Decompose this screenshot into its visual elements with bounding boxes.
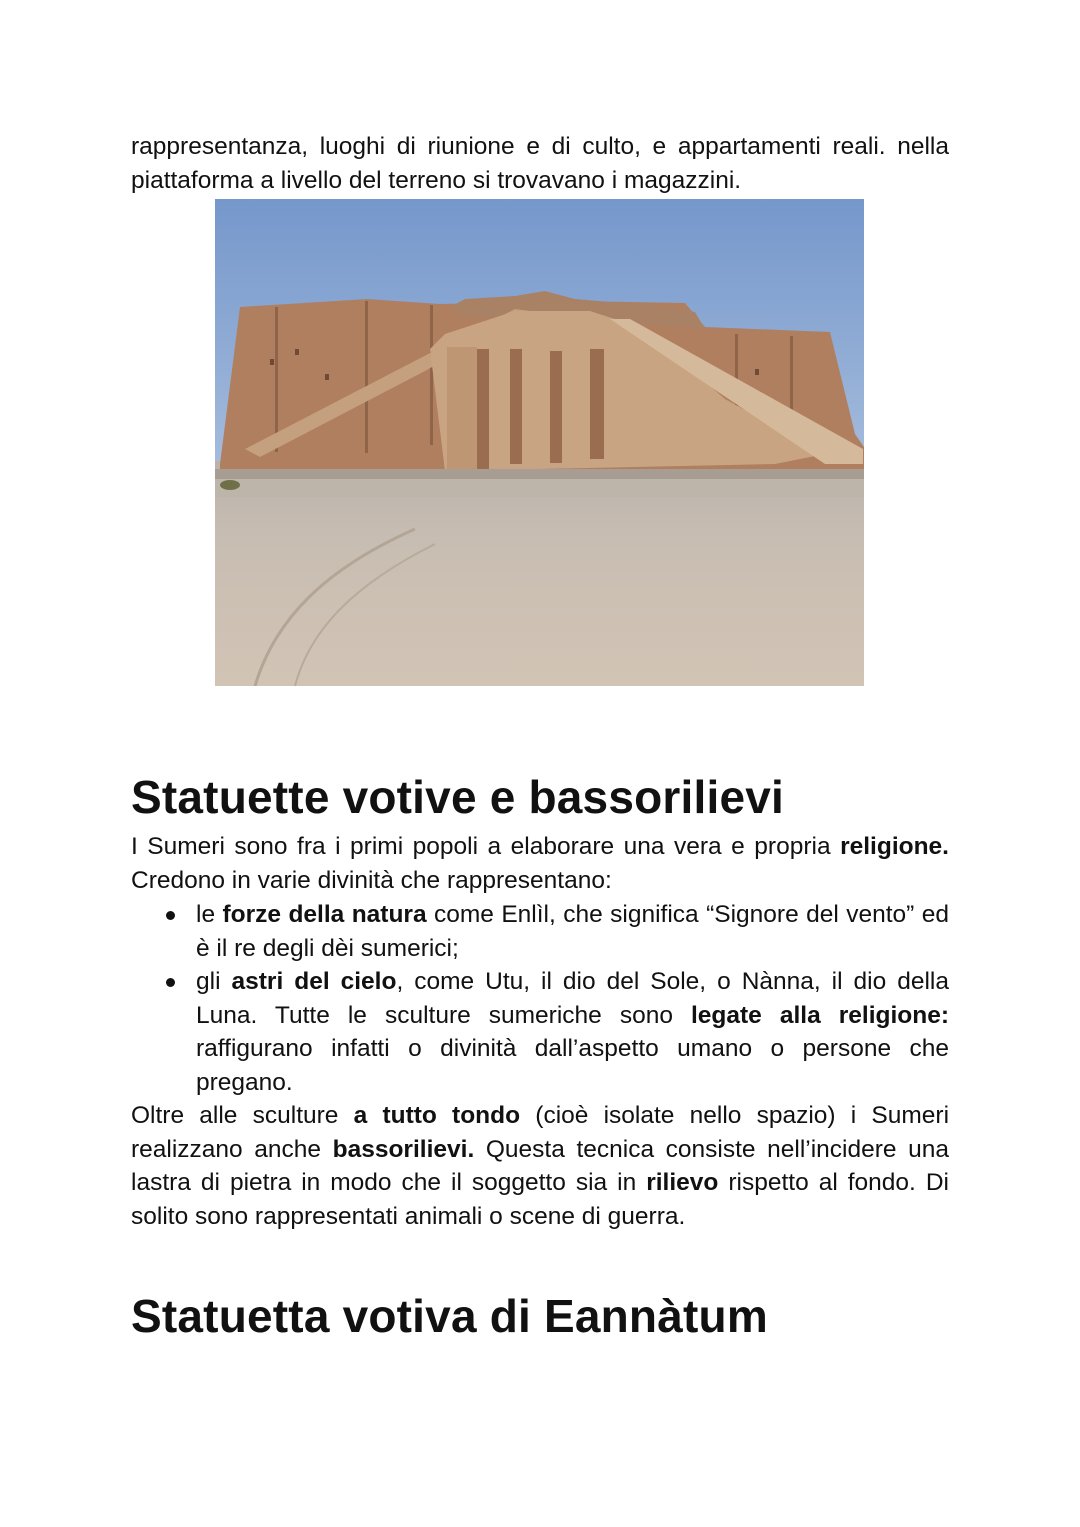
intro-paragraph: rappresentanza, luoghi di riunione e di culto, e appartamenti reali. nella piattaforma a livello del terreno si trovavano i magazzini. (131, 133, 949, 194)
ziggurat-photo (215, 199, 864, 686)
section-heading-statuette: Statuette votive e bassorilievi (131, 771, 785, 823)
section-heading-eannatum: Statuetta votiva di Eannàtum (131, 1290, 768, 1342)
deities-list (163, 898, 949, 1100)
bullet-icon (166, 911, 175, 920)
religion-paragraph: I Sumeri sono fra i primi popoli a elaborare una vera e propria religione. Credono in varie divinità che rappresentano: (131, 833, 949, 894)
list-item: gli astri del cielo, come Utu, il dio del Sole, o Nànna, il dio della Luna. Tutte le sculture sumeriche sono legate alla religione: raffigurano infatti o divinità dall’aspetto umano o persone che pregano. (163, 965, 949, 1099)
list-item: le forze della natura come Enlìl, che significa “Signore del vento” ed è il re degli dèi sumerici; (163, 898, 949, 965)
bullet-icon (166, 978, 175, 987)
sculpture-paragraph: Oltre alle sculture a tutto tondo (cioè isolate nello spazio) i Sumeri realizzano anche bassorilievi. Questa tecnica consiste nell’incidere una lastra di pietra in modo che il soggetto sia in rilievo rispetto al fondo. Di solito sono rappresentati animali o scene di guerra. (131, 1102, 950, 1230)
